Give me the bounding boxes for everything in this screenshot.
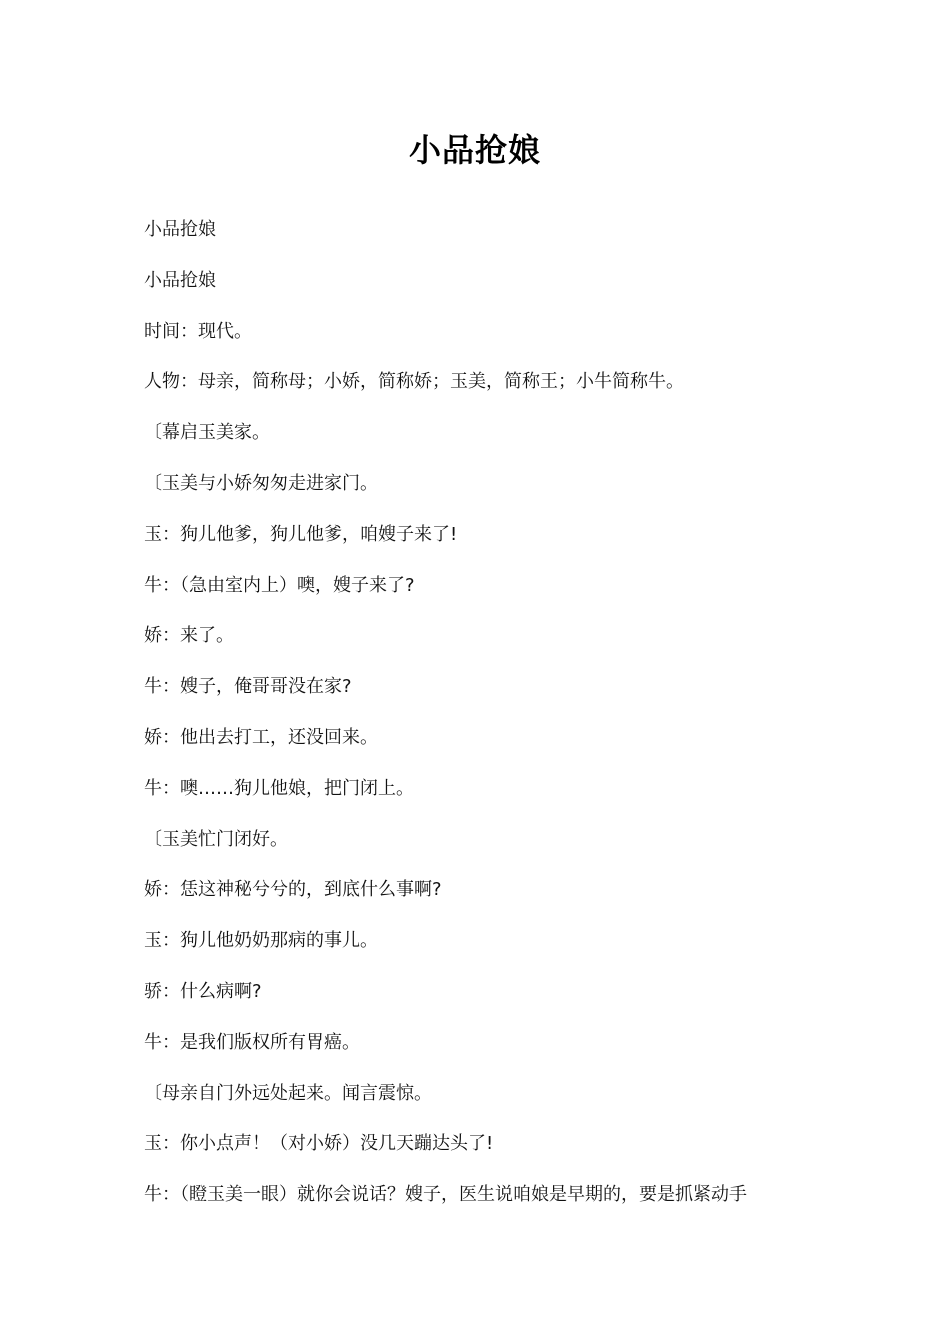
text-line: 牛：是我们版权所有胃癌。	[144, 1031, 360, 1053]
text-line: 牛：（瞪玉美一眼）就你会说话？嫂子，医生说咱娘是早期的，要是抓紧动手	[144, 1184, 747, 1206]
text-line: 〔玉美与小娇匆匆走进家门。	[144, 472, 378, 494]
text-line: 小品抢娘	[144, 219, 216, 240]
text-line: 〔幕启玉美家。	[144, 422, 270, 444]
text-line: 玉：你小点声！（对小娇）没几天蹦达头了!	[144, 1133, 494, 1155]
text-line: 玉：狗儿他爹，狗儿他爹，咱嫂子来了!	[144, 523, 458, 545]
text-line: 娇：他出去打工，还没回来。	[144, 726, 378, 748]
text-line: 骄：什么病啊?	[144, 980, 262, 1002]
text-line: 玉：狗儿他奶奶那病的事儿。	[144, 930, 378, 952]
text-line: 时间：现代。	[144, 320, 252, 342]
text-line: 〔玉美忙门闭好。	[144, 828, 288, 850]
text-line: 人物：母亲，简称母；小娇，简称娇；玉美，简称王；小牛简称牛。	[144, 371, 684, 393]
text-line: 牛：嫂子，俺哥哥没在家?	[144, 676, 352, 698]
text-line: 〔母亲自门外远处起来。闻言震惊。	[144, 1082, 432, 1104]
text-line: 娇：来了。	[144, 625, 234, 647]
document-body	[144, 214, 824, 1230]
text-line: 小品抢娘	[144, 269, 216, 291]
document-title: 小品抢娘	[408, 131, 541, 169]
text-line: 牛：噢……狗儿他娘，把门闭上。	[144, 777, 414, 799]
text-line: 牛：（急由室内上）噢，嫂子来了?	[144, 574, 415, 596]
text-line: 娇：恁这神秘兮兮的，到底什么事啊?	[144, 879, 442, 901]
